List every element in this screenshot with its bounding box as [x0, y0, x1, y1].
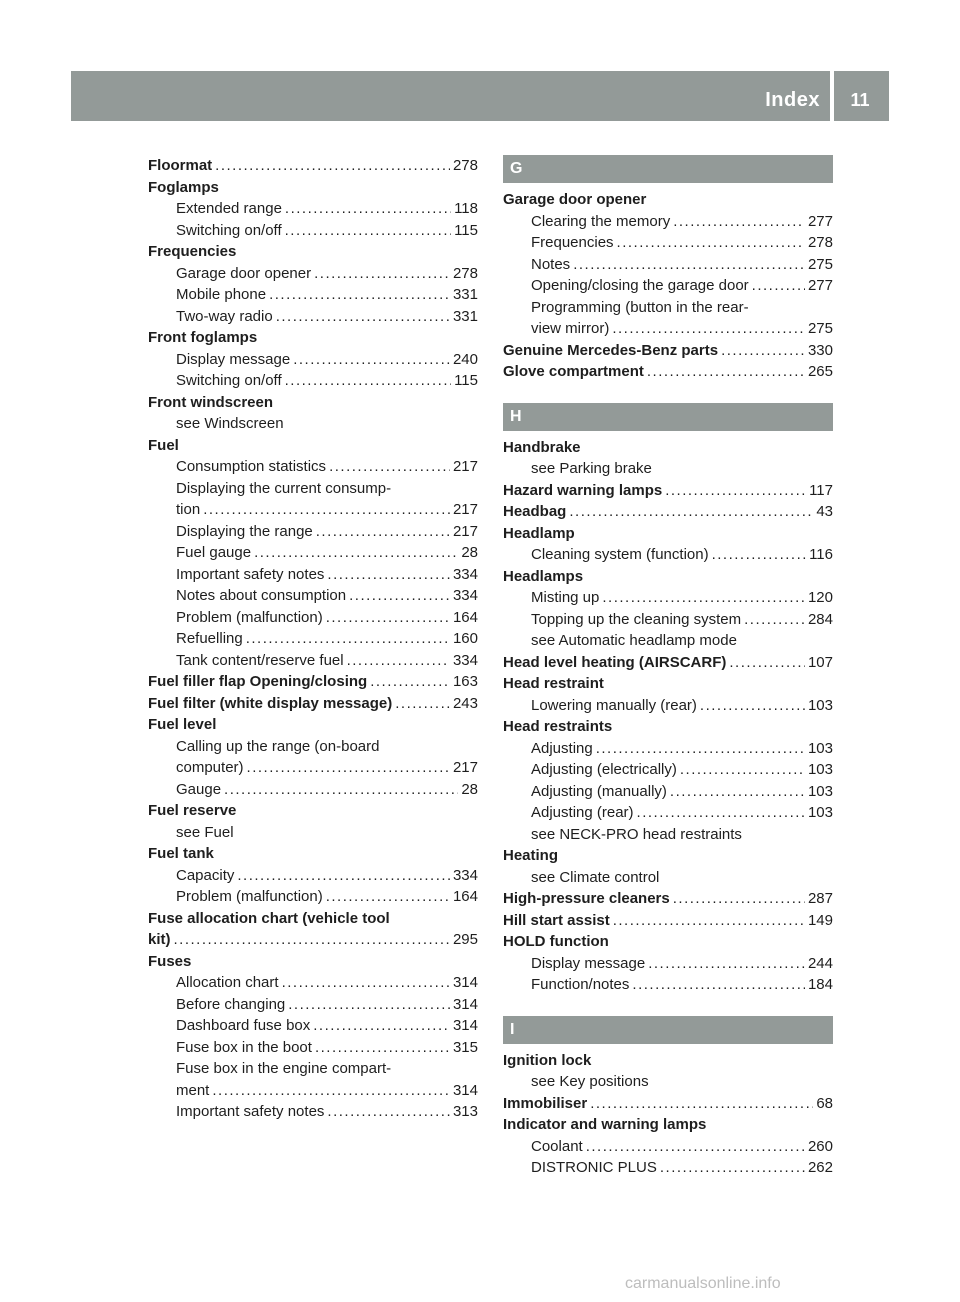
index-subentry[interactable] [148, 564, 478, 586]
header-divider [830, 71, 834, 121]
index-entry[interactable] [503, 888, 833, 910]
index-subentry[interactable] [503, 211, 833, 233]
entry-text: Fuel reserve [148, 802, 237, 819]
dot-leader [590, 1093, 813, 1115]
index-subentry[interactable] [148, 542, 478, 564]
index-entry [503, 716, 833, 738]
entry-text: Opening/closing the garage door [531, 277, 749, 294]
entry-text: Adjusting [531, 739, 593, 757]
page-reference[interactable]: 334 [452, 587, 478, 604]
index-entry [148, 951, 478, 973]
dot-leader [660, 1157, 805, 1179]
entry-text: Gauge [176, 780, 222, 798]
index-subentry[interactable] [503, 609, 833, 631]
dot-leader [347, 650, 450, 672]
index-subentry [148, 736, 478, 758]
entry-text: Head restraint [503, 675, 604, 692]
section-letter-header: I [503, 1016, 833, 1044]
index-subentry[interactable] [148, 306, 478, 328]
entry-text: Adjusting (rear) [531, 804, 634, 821]
index-entry[interactable] [148, 671, 478, 693]
dot-leader [673, 888, 805, 910]
page-reference[interactable]: 260 [807, 1137, 833, 1155]
entry-text: computer) [176, 759, 244, 776]
page-reference[interactable]: 68 [816, 1094, 833, 1112]
index-entry [148, 177, 478, 199]
section-gap [503, 996, 833, 1016]
index-entry [148, 908, 478, 930]
dot-leader [721, 340, 805, 362]
entry-text: Display message [531, 954, 646, 972]
page-reference[interactable]: 103 [807, 696, 833, 714]
index-subentry[interactable] [148, 607, 478, 629]
page-reference[interactable]: 103 [807, 739, 833, 757]
index-entry [503, 845, 833, 867]
page-reference[interactable]: 28 [461, 780, 478, 798]
entry-text: Function/notes [531, 976, 630, 993]
entry-text: Display message [176, 350, 291, 368]
index-entry[interactable] [503, 1093, 833, 1115]
index-subentry[interactable] [148, 994, 478, 1016]
page-reference[interactable]: 43 [816, 503, 833, 520]
page-reference[interactable]: 120 [807, 589, 833, 606]
index-subentry[interactable] [503, 544, 833, 566]
entry-text: Tank content/reserve fuel [176, 651, 344, 669]
page-reference[interactable]: 278 [452, 157, 478, 174]
page-reference[interactable]: 334 [452, 866, 478, 884]
index-subentry[interactable] [503, 275, 833, 297]
page-reference[interactable]: 217 [452, 458, 478, 475]
entry-text: Hill start assist [503, 911, 610, 929]
index-subentry [148, 478, 478, 500]
index-entry [503, 189, 833, 211]
page-reference[interactable]: 314 [452, 1017, 478, 1034]
entry-text: HOLD function [503, 933, 609, 950]
entry-text: Handbrake [503, 438, 581, 456]
index-subentry [148, 822, 478, 844]
dot-leader [313, 1015, 450, 1037]
page-reference[interactable]: 278 [452, 264, 478, 282]
dot-leader [269, 284, 450, 306]
index-entry [503, 1050, 833, 1072]
dot-leader [285, 220, 451, 242]
index-subentry[interactable] [503, 781, 833, 803]
index-subentry[interactable] [503, 953, 833, 975]
page-reference[interactable]: 277 [807, 277, 833, 294]
index-subentry[interactable] [503, 1136, 833, 1158]
index-subentry [148, 413, 478, 435]
index-subentry[interactable] [148, 650, 478, 672]
dot-leader [596, 738, 805, 760]
page-reference[interactable]: 284 [807, 610, 833, 628]
page-reference[interactable]: 217 [452, 522, 478, 540]
entry-text: Indicator and warning lamps [503, 1116, 707, 1133]
watermark: carmanualsonline.info [625, 1275, 781, 1292]
index-entry [148, 800, 478, 822]
index-subentry[interactable] [503, 318, 833, 340]
entry-text: Allocation chart [176, 974, 279, 991]
entry-text: High-pressure cleaners [503, 890, 670, 907]
page-reference[interactable]: 313 [452, 1103, 478, 1120]
page-reference[interactable]: 275 [807, 320, 833, 337]
index-entry [503, 437, 833, 459]
dot-leader [285, 370, 451, 392]
dot-leader [665, 480, 806, 502]
page-reference[interactable]: 331 [452, 286, 478, 303]
entry-text: Headbag [503, 503, 567, 520]
section-letter-header: H [503, 403, 833, 431]
entry-text: Fuel filter (white display message) [148, 694, 393, 712]
index-entry [503, 673, 833, 695]
dot-leader [327, 564, 450, 586]
index-entry [503, 523, 833, 545]
index-subentry[interactable] [503, 587, 833, 609]
page-reference[interactable]: 240 [452, 350, 478, 368]
dot-leader [247, 757, 450, 779]
index-subentry[interactable] [148, 865, 478, 887]
index-subentry[interactable] [503, 738, 833, 760]
dot-leader [370, 671, 450, 693]
dot-leader [326, 607, 450, 629]
entry-text: Refuelling [176, 630, 243, 647]
index-subentry [503, 867, 833, 889]
dot-leader [648, 953, 805, 975]
dot-leader [326, 886, 450, 908]
dot-leader [315, 1037, 450, 1059]
dot-leader [203, 499, 450, 521]
dot-leader [316, 521, 450, 543]
dot-leader [329, 456, 450, 478]
page-title: Index [765, 89, 820, 111]
entry-text: Hazard warning lamps [503, 481, 663, 499]
entry-text: Ignition lock [503, 1051, 592, 1069]
index-subentry[interactable] [503, 759, 833, 781]
entry-text: Topping up the cleaning system [531, 610, 742, 628]
entry-text: Extended range [176, 200, 282, 217]
index-entry [148, 843, 478, 865]
dot-leader [288, 994, 450, 1016]
page-reference[interactable]: 334 [452, 651, 478, 669]
page-reference[interactable]: 217 [452, 759, 478, 776]
entry-text: Garage door opener [176, 264, 312, 282]
entry-text: Genuine Mercedes-Benz parts [503, 341, 719, 359]
page-reference[interactable]: 287 [807, 890, 833, 907]
index-subentry[interactable] [148, 198, 478, 220]
page-reference[interactable]: 118 [454, 200, 478, 217]
index-subentry [148, 1058, 478, 1080]
page-number: 11 [850, 90, 870, 110]
entry-text: Adjusting (manually) [531, 782, 667, 800]
index-entry [148, 435, 478, 457]
dot-leader [752, 275, 805, 297]
entry-text: Displaying the range [176, 522, 313, 540]
section-gap [503, 383, 833, 403]
entry-text: Fuse box in the engine compart- [176, 1060, 392, 1077]
dot-leader [327, 1101, 450, 1123]
dot-leader [282, 972, 450, 994]
index-entry [503, 931, 833, 953]
entry-text: kit) [148, 931, 171, 948]
index-subentry[interactable] [503, 802, 833, 824]
dot-leader [237, 865, 450, 887]
index-subentry [503, 824, 833, 846]
page-reference[interactable]: 149 [807, 911, 833, 929]
entry-text: Front foglamps [148, 329, 258, 346]
page-reference[interactable]: 184 [807, 976, 833, 993]
index-subentry[interactable] [148, 521, 478, 543]
entry-text: Consumption statistics [176, 458, 327, 475]
entry-text: Lowering manually (rear) [531, 696, 697, 714]
entry-text: Notes [531, 255, 571, 273]
index-subentry[interactable] [148, 757, 478, 779]
index-entry[interactable] [503, 910, 833, 932]
page-reference[interactable]: 314 [452, 1081, 478, 1099]
page-reference[interactable]: 217 [452, 501, 478, 518]
dot-leader [729, 652, 805, 674]
entry-text: Misting up [531, 589, 600, 606]
dot-leader [680, 759, 805, 781]
entry-text: see Windscreen [176, 415, 284, 432]
dot-leader [712, 544, 807, 566]
index-entry[interactable] [503, 361, 833, 383]
entry-text: Frequencies [531, 234, 614, 251]
page-reference[interactable]: 295 [452, 931, 478, 948]
dot-leader [224, 779, 458, 801]
entry-text: DISTRONIC PLUS [531, 1159, 657, 1176]
index-entry[interactable] [503, 652, 833, 674]
entry-text: Fuel gauge [176, 544, 252, 561]
entry-text: Headlamps [503, 567, 584, 585]
entry-text: Front windscreen [148, 393, 274, 411]
index-subentry[interactable] [148, 1015, 478, 1037]
dot-leader [276, 306, 450, 328]
page-reference[interactable]: 115 [454, 221, 478, 239]
entry-text: Fuse box in the boot [176, 1038, 312, 1056]
entry-text: Switching on/off [176, 372, 282, 389]
entry-text: Fuel level [148, 716, 217, 733]
entry-text: Cleaning system (function) [531, 546, 709, 563]
index-entry [148, 714, 478, 736]
page-reference[interactable]: 244 [807, 954, 833, 972]
page-reference[interactable]: 164 [452, 608, 478, 626]
entry-text: Displaying the current consump- [176, 479, 392, 497]
page-reference[interactable]: 103 [807, 804, 833, 821]
dot-leader [617, 232, 805, 254]
index-subentry[interactable] [148, 349, 478, 371]
index-entry [503, 1114, 833, 1136]
index-subentry[interactable] [148, 370, 478, 392]
page-reference[interactable]: 265 [807, 363, 833, 380]
index-subentry[interactable] [503, 232, 833, 254]
entry-text: Frequencies [148, 243, 237, 260]
entry-text: Important safety notes [176, 1103, 325, 1120]
dot-leader [569, 501, 813, 523]
index-entry [503, 566, 833, 588]
index-entry [148, 392, 478, 414]
entry-text: Floormat [148, 157, 213, 174]
page-reference[interactable]: 278 [807, 234, 833, 251]
dot-leader [349, 585, 450, 607]
dot-leader [174, 929, 450, 951]
page-reference[interactable]: 164 [452, 888, 478, 905]
index-entry[interactable] [503, 340, 833, 362]
index-column-right [503, 155, 833, 1179]
entry-text: view mirror) [531, 320, 610, 337]
dot-leader [215, 155, 450, 177]
page-reference[interactable]: 107 [807, 653, 833, 671]
index-subentry [503, 458, 833, 480]
index-entry [148, 327, 478, 349]
index-entry [148, 241, 478, 263]
entry-text: see Key positions [531, 1073, 649, 1090]
entry-text: see NECK-PRO head restraints [531, 825, 742, 843]
page-reference[interactable]: 262 [807, 1159, 833, 1176]
entry-text: Headlamp [503, 524, 575, 542]
entry-text: Clearing the memory [531, 212, 671, 230]
page-reference[interactable]: 117 [809, 481, 833, 499]
entry-text: Immobiliser [503, 1094, 588, 1112]
index-subentry[interactable] [148, 585, 478, 607]
entry-text: Mobile phone [176, 286, 267, 303]
index-subentry[interactable] [148, 628, 478, 650]
page-reference[interactable]: 334 [452, 565, 478, 583]
index-subentry[interactable] [503, 1157, 833, 1179]
entry-text: Programming (button in the rear- [531, 298, 749, 316]
entry-text: Coolant [531, 1137, 583, 1155]
index-subentry[interactable] [148, 886, 478, 908]
page-reference[interactable]: 330 [807, 341, 833, 359]
page-reference[interactable]: 314 [452, 974, 478, 991]
page-reference[interactable]: 115 [454, 372, 478, 389]
index-subentry[interactable] [148, 1101, 478, 1123]
entry-text: Important safety notes [176, 565, 325, 583]
entry-text: Problem (malfunction) [176, 608, 323, 626]
page-reference[interactable]: 277 [807, 212, 833, 230]
index-entry[interactable] [503, 480, 833, 502]
dot-leader [647, 361, 805, 383]
dot-leader [602, 587, 805, 609]
entry-text: Heating [503, 847, 559, 864]
index-subentry [503, 297, 833, 319]
page-reference[interactable]: 163 [452, 673, 478, 690]
entry-text: see Fuel [176, 823, 234, 841]
dot-leader [314, 263, 450, 285]
entry-text: Notes about consumption [176, 587, 347, 604]
dot-leader [670, 781, 805, 803]
entry-text: ment [176, 1081, 210, 1099]
page-reference[interactable]: 243 [452, 694, 478, 712]
index-subentry[interactable] [148, 972, 478, 994]
index-subentry[interactable] [503, 254, 833, 276]
index-subentry[interactable] [503, 974, 833, 996]
dot-leader [246, 628, 450, 650]
dot-leader [700, 695, 805, 717]
page-reference[interactable]: 103 [807, 761, 833, 778]
dot-leader [744, 609, 805, 631]
dot-leader [293, 349, 450, 371]
dot-leader [632, 974, 805, 996]
entry-text: Capacity [176, 866, 235, 884]
entry-text: see Parking brake [531, 460, 652, 477]
entry-text: Problem (malfunction) [176, 888, 323, 905]
dot-leader [573, 254, 805, 276]
dot-leader [254, 542, 458, 564]
index-column-left [148, 155, 478, 1123]
index-entry[interactable] [148, 929, 478, 951]
entry-text: tion [176, 501, 201, 518]
entry-text: Adjusting (electrically) [531, 761, 677, 778]
index-subentry[interactable] [148, 1037, 478, 1059]
page-reference[interactable]: 116 [809, 546, 833, 563]
entry-text: Garage door opener [503, 191, 647, 208]
index-subentry[interactable] [148, 284, 478, 306]
entry-text: see Climate control [531, 868, 660, 886]
dot-leader [212, 1080, 450, 1102]
dot-leader [395, 693, 450, 715]
entry-text: Switching on/off [176, 221, 282, 239]
dot-leader [613, 910, 805, 932]
index-subentry[interactable] [148, 220, 478, 242]
page-reference[interactable]: 103 [807, 782, 833, 800]
entry-text: Fuel [148, 436, 179, 454]
entry-text: Glove compartment [503, 363, 644, 380]
entry-text: Two-way radio [176, 307, 273, 325]
index-entry[interactable] [148, 155, 478, 177]
page-reference[interactable]: 160 [452, 630, 478, 647]
entry-text: Fuel tank [148, 845, 214, 862]
page-reference[interactable]: 315 [452, 1038, 478, 1056]
entry-text: Head restraints [503, 718, 613, 735]
entry-text: see Automatic headlamp mode [531, 632, 737, 649]
dot-leader [673, 211, 805, 233]
section-letter-header: G [503, 155, 833, 183]
index-subentry [503, 630, 833, 652]
page-reference[interactable]: 314 [452, 995, 478, 1013]
dot-leader [612, 318, 805, 340]
dot-leader [285, 198, 451, 220]
page-reference[interactable]: 275 [807, 255, 833, 273]
page-reference[interactable]: 331 [452, 307, 478, 325]
entry-text: Calling up the range (on-board [176, 737, 380, 755]
dot-leader [586, 1136, 805, 1158]
index-subentry[interactable] [503, 695, 833, 717]
index-subentry [503, 1071, 833, 1093]
index-entry[interactable] [503, 501, 833, 523]
index-subentry[interactable] [148, 456, 478, 478]
index-subentry[interactable] [148, 1080, 478, 1102]
index-subentry[interactable] [148, 263, 478, 285]
page-reference[interactable]: 28 [461, 544, 478, 561]
index-subentry[interactable] [148, 499, 478, 521]
dot-leader [637, 802, 805, 824]
entry-text: Fuse allocation chart (vehicle tool [148, 909, 390, 927]
index-entry[interactable] [148, 693, 478, 715]
entry-text: Fuses [148, 952, 192, 970]
entry-text: Foglamps [148, 178, 219, 196]
entry-text: Before changing [176, 995, 286, 1013]
entry-text: Dashboard fuse box [176, 1017, 311, 1034]
entry-text: Fuel filler flap Opening/closing [148, 673, 368, 690]
index-subentry[interactable] [148, 779, 478, 801]
entry-text: Head level heating (AIRSCARF) [503, 653, 727, 671]
